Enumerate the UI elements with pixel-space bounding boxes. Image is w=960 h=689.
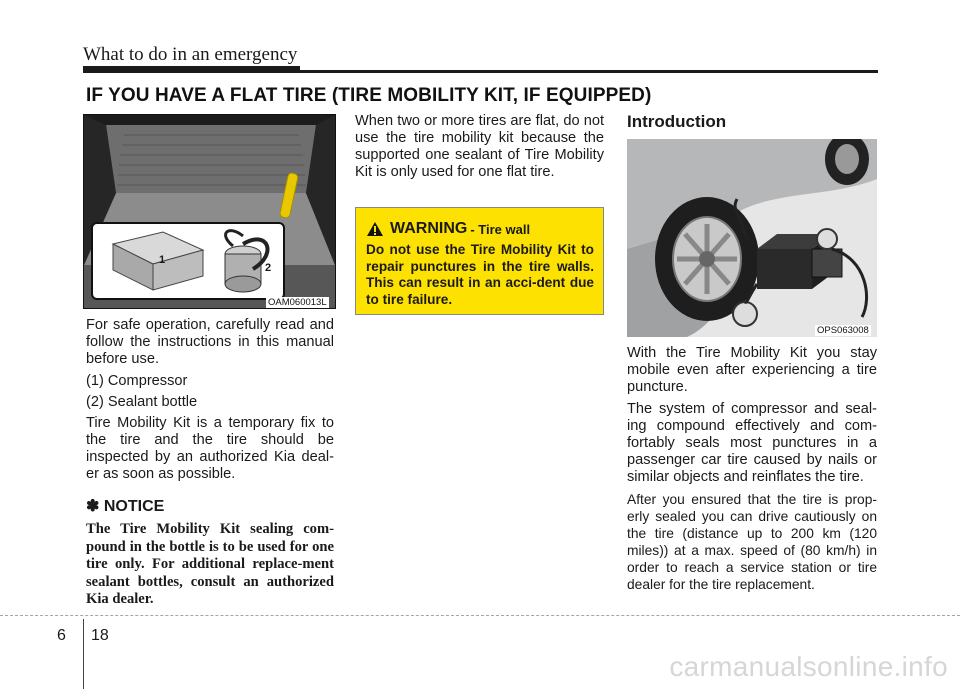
- intro-paragraph-2: The system of compressor and seal-ing compound effectively and com-fortably seals most punctures in a passenger car tire caused by nails or similar objects and reinflates the tire.: [627, 401, 877, 485]
- chapter-number: 6: [57, 627, 66, 644]
- figure-caption-left: OAM060013L: [268, 297, 327, 308]
- watermark: carmanualsonline.info: [669, 651, 948, 682]
- warning-box: [355, 207, 604, 315]
- car-figure: [627, 139, 877, 337]
- temporary-fix-paragraph: Tire Mobility Kit is a temporary fix to the tire and the tire should be inspected by an authorized Kia deal-er as soon as possible.: [86, 415, 334, 482]
- notice-title: ✽ NOTICE: [86, 498, 165, 515]
- callout-2: 2: [265, 262, 272, 274]
- warning-triangle-icon: [366, 221, 384, 237]
- running-header: What to do in an emergency: [83, 44, 298, 65]
- kit-inset: [91, 222, 285, 300]
- kit-illustration: [93, 224, 283, 298]
- warning-body: Do not use the Tire Mobility Kit to repair punctures in the tire walls. This can result in an acci-dent due to tire failure.: [366, 242, 594, 307]
- left-column: [86, 317, 334, 488]
- introduction-heading: Introduction: [627, 112, 727, 131]
- warning-word: WARNING: [390, 220, 468, 237]
- page-number: 18: [91, 627, 109, 644]
- notice-body: The Tire Mobility Kit sealing com-pound in the bottle is to be used for one tire only. For additional replace-ment sealant bottles, consult an authorized Kia dealer.: [86, 521, 334, 607]
- intro-paragraph-1: With the Tire Mobility Kit you stay mobile even after experiencing a tire puncture.: [627, 345, 877, 395]
- callout-1: 1: [159, 254, 166, 266]
- header-rule: [83, 70, 878, 73]
- warning-header: [366, 220, 530, 238]
- figure-caption-right: OPS063008: [817, 325, 869, 336]
- middle-column: [355, 113, 604, 186]
- notice-block: [86, 498, 334, 609]
- right-column: [627, 345, 877, 598]
- list-item-compressor: (1) Compressor: [86, 373, 188, 389]
- car-kit-illustration: [627, 139, 877, 337]
- footer-separator: [83, 619, 84, 689]
- safety-paragraph: For safe operation, carefully read and follow the instructions in this manual before use.: [86, 317, 334, 367]
- intro-paragraph-3: After you ensured that the tire is prop-erly sealed you can drive cautiously on the tire (distance up to 200 km (120 miles)) at a max. speed of (80 km/h) in order to reach a service station or tire dealer for the tire replacement.: [627, 492, 877, 592]
- list-item-sealant: (2) Sealant bottle: [86, 394, 198, 410]
- warning-subtitle: - Tire wall: [470, 221, 531, 237]
- multiple-flats-paragraph: When two or more tires are flat, do not use the tire mobility kit because the supported one sealant of Tire Mobility Kit is only used for one flat tire.: [355, 113, 604, 180]
- section-title: IF YOU HAVE A FLAT TIRE (TIRE MOBILITY KIT, IF EQUIPPED): [86, 85, 652, 106]
- footer-rule: [0, 615, 960, 616]
